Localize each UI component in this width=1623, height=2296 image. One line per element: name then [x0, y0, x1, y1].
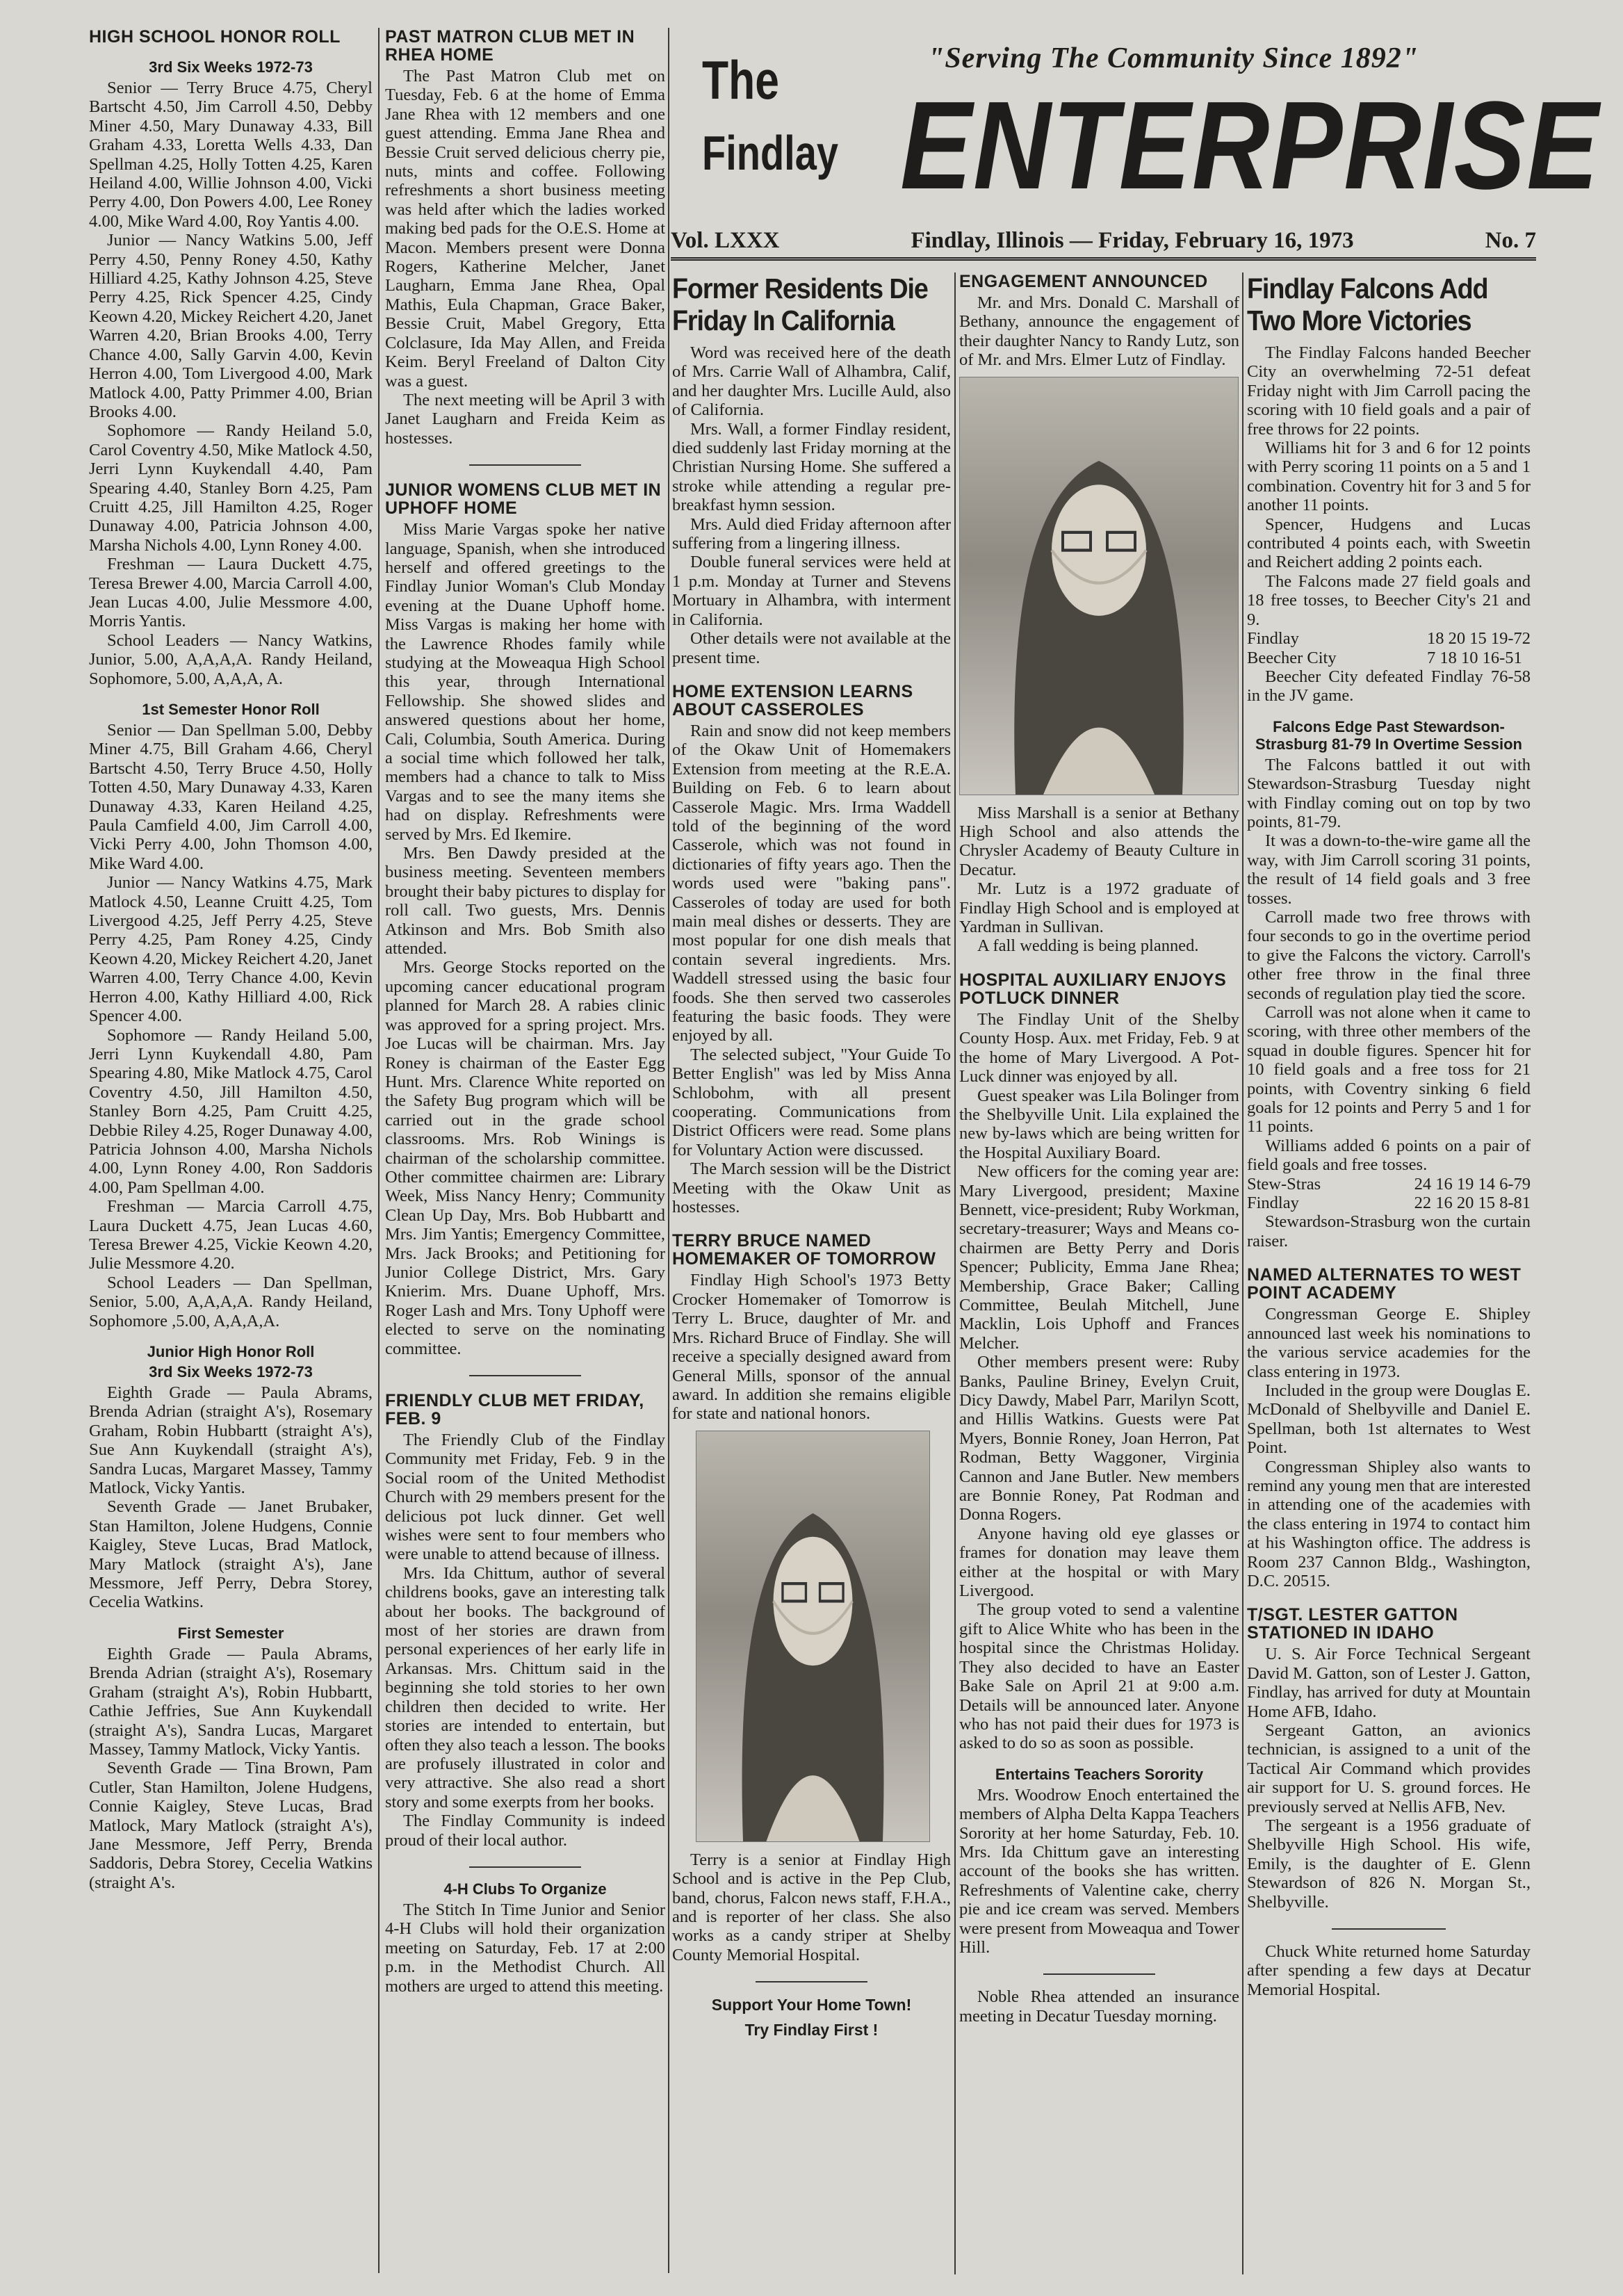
article-paragraph: Eighth Grade — Paula Abrams, Brenda Adrian (straight A's), Rosemary Graham (straight A's), Robin Hubbartt, Cathie Jeffries, Sue Ann Kuykendall (straight A's), Sandra Lucas, Margaret Massey, Tammy Matlock, Vicky Yantis.	[89, 1644, 373, 1759]
column-divider	[378, 28, 380, 2273]
article-paragraph: Seventh Grade — Tina Brown, Pam Cutler, Stan Hamilton, Jolene Hudgens, Connie Kaigley, Steve Lucas, Brad Matlock, Mary Matlock (straight A's), Jane Messmore, Jeff Perry, Brenda Saddoris, Debra Storey, Cecelia Watkins (straight A's.	[89, 1759, 373, 1892]
article-paragraph: Other members present were: Ruby Banks, Pauline Briney, Evelyn Cruit, Dicy Dawdy, Mabel Parr, Marilyn Scott, and Hillis Watkins. Guests were Pat Myers, Bonnie Roney, Joan Herron, Pat Rodman, Betty Waggoner, Virginia Cannon and Jane Butler. New members are Bonnie Roney, Pat Rodman and Donna Rogers.	[959, 1353, 1239, 1524]
article-paragraph: Mrs. George Stocks reported on the upcoming cancer educational program planned for March 28. A rabies clinic was approved for a spring project. Mrs. Joe Lucas will be chairman. Mrs. Jay Roney is chairman of the Easter Egg Hunt. Mrs. Clarence White reported on the Safety Bug program which will be carried out in the grade school classrooms. Mrs. Rob Winings is chairman of the scholarship committee. Other committee chairmen are: Library Week, Miss Nancy Henry; Community Clean Up Day, Mrs. Bob Hubbartt and Mrs. Jim Yantis; Emergency Committee, Mrs. Jack Brooks; and Petitioning for Junior College District, Mrs. Gary Knierim. Mrs. Duane Uphoff, Mrs. Roger Lash and Mrs. Tony Uphoff were elected to serve on the nominating committee.	[385, 958, 665, 1358]
article-headline: Former Residents Die Friday In California	[672, 272, 928, 336]
article-paragraph: Stewardson-Strasburg won the curtain raiser.	[1247, 1212, 1531, 1251]
quarter-scores: 24 16 19 14 6-79	[1414, 1174, 1531, 1194]
article-paragraph: Findlay High School's 1973 Betty Crocker Homemaker of Tomorrow is Terry L. Bruce, daughter of Mr. and Mrs. Richard Bruce of Findlay. She will receive a specially designed award from General Mills, sponsor of the annual award. In addition she remains eligible for state and national honors.	[672, 1271, 951, 1424]
team-name: Stew-Stras	[1247, 1174, 1321, 1194]
article-headline: PAST MATRON CLUB MET IN RHEA HOME	[385, 27, 635, 65]
article-paragraph: The group voted to send a valentine gift to Alice White who has been in the hospital since the Christmas Holiday. They also decided to have an Easter Bake Sale on April 21 at 9:00 a.m. Details will be announced later. Anyone who has not paid their dues for 1973 is asked to do so as soon as possible.	[959, 1600, 1239, 1753]
article-paragraph: Included in the group were Douglas E. McDonald of Shelbyville and Daniel E. Spellman, both 1st alternates to West Point.	[1247, 1381, 1531, 1458]
column-1	[89, 28, 373, 1892]
article-paragraph: Double funeral services were held at 1 p.m. Monday at Turner and Stevens Mortuary in Alhambra, with interment in California.	[672, 553, 951, 629]
article-paragraph: The sergeant is a 1956 graduate of Shelbyville High School. His wife, Emily, is the daughter of E. Glenn Stewardson of 826 N. Morgan St., Shelbyville.	[1247, 1816, 1531, 1912]
promo-text: Support Your Home Town!	[711, 1996, 912, 2014]
article-headline: HOSPITAL AUXILIARY ENJOYS POTLUCK DINNER	[959, 970, 1227, 1008]
article-paragraph: Chuck White returned home Saturday after spending a few days at Decatur Memorial Hospital.	[1247, 1942, 1531, 1999]
quarter-scores: 18 20 15 19-72	[1426, 629, 1531, 649]
article-paragraph: Congressman Shipley also wants to remind any young men that are interested in attending one of the academies with the class entering in 1974 to contact him at his Washington office. The address is Room 237 Cannon Bldg., Washington, D.C. 20515.	[1247, 1457, 1531, 1590]
article-paragraph: Rain and snow did not keep members of the Okaw Unit of Homemakers Extension from meeting at the R.E.A. Building on Feb. 6 to learn about Casserole Magic. Mrs. Irma Waddell told of the beginning of the word Casserole, which was not found in dictionaries of fifty years ago. Then the words used were "baking pans". Casseroles of today are used for both main meal dishes or desserts. They are most popular for one dish meals that contain several ingredients. Mrs. Waddell stressed using the basic four foods. She then served two casseroles featuring the basic foods. They were enjoyed by all.	[672, 721, 951, 1045]
article-headline: JUNIOR WOMENS CLUB MET IN UPHOFF HOME	[385, 480, 662, 519]
article-paragraph: The Falcons made 27 field goals and 18 free tosses, to Beecher City's 21 and 9.	[1247, 571, 1531, 629]
article-paragraph: U. S. Air Force Technical Sergeant David M. Gatton, son of Lester J. Gatton, Findlay, has arrived for duty at Mountain Home AFB, Idaho.	[1247, 1645, 1531, 1721]
issue-number: No. 7	[1485, 227, 1536, 253]
article-paragraph: The Stitch In Time Junior and Senior 4-H Clubs will hold their organization meeting on Saturday, Feb. 17 at 2:00 p.m. in the Methodist Church. All mothers are urged to attend this meeting.	[385, 1900, 665, 1996]
article-paragraph: The selected subject, "Your Guide To Better English" was led by Miss Anna Schlobohm, with all present cooperating. Communications from District Officers were read. Some plans for Voluntary Action were discussed.	[672, 1045, 951, 1159]
column-3	[672, 272, 951, 2039]
column-divider	[954, 272, 956, 2274]
score-table	[1247, 629, 1531, 667]
article-headline: FRIENDLY CLUB MET FRIDAY, FEB. 9	[385, 1391, 644, 1428]
article-paragraph: Other details were not available at the present time.	[672, 629, 951, 667]
score-table	[1247, 1175, 1531, 1213]
terry-bruce-photo	[696, 1431, 930, 1842]
article-paragraph: The Past Matron Club met on Tuesday, Feb. 6 at the home of Emma Jane Rhea with 12 members and one guest attending. Emma Jane Rhea and Bessie Cruit served delicious cherry pie, nuts, mints and coffee. Following refreshments a short business meeting was held after which the ladies worked making bed pads for the O.E.S. Home at Macon. Members present were Donna Rogers, Katherine Melcher, Janet Laugharn, Emma Jane Rhea, Opal Mathis, Eula Chapman, Grace Baker, Bessie Cruit, Mabel Gregory, Etta Colclasure, Ida May Allen, and Freida Keim. Beryl Freeland of Dalton City was a guest.	[385, 67, 665, 391]
nancy-marshall-photo	[959, 377, 1239, 795]
article-subhead: 1st Semester Honor Roll	[142, 701, 320, 718]
article-paragraph: Miss Marshall is a senior at Bethany High School and also attends the Chrysler Academy of Beauty Culture in Decatur.	[959, 803, 1239, 879]
divider	[1332, 1928, 1445, 1930]
article-paragraph: The Friendly Club of the Findlay Community met Friday, Feb. 9 in the Social room of the United Methodist Church with 29 members present for the delicious pot luck dinner. Get well wishes were sent to four members who were unable to attend because of illness.	[385, 1431, 665, 1564]
column-5	[1247, 272, 1531, 1999]
article-subhead: 3rd Six Weeks 1972-73	[149, 58, 313, 76]
article-paragraph: Anyone having old eye glasses or frames for donation may leave them either at the hospital or with Mary Livergood.	[959, 1524, 1239, 1601]
article-headline: HOME EXTENSION LEARNS ABOUT CASSEROLES	[672, 681, 913, 719]
article-paragraph: Freshman — Laura Duckett 4.75, Teresa Brewer 4.00, Marcia Carroll 4.00, Jean Lucas 4.00, Julie Messmore 4.00, Morris Yantis.	[89, 555, 373, 631]
article-paragraph: School Leaders — Dan Spellman, Senior, 5.00, A,A,A,A. Randy Heiland, Sophomore ,5.00, A,A,A,A.	[89, 1273, 373, 1330]
article-paragraph: A fall wedding is being planned.	[977, 936, 1199, 956]
volume: Vol. LXXX	[671, 227, 780, 253]
article-paragraph: Sergeant Gatton, an avionics technician, is assigned to a unit of the Tactical Air Command which provides air support for U. S. ground forces. He previously served at Nellis AFB, Nev.	[1247, 1721, 1531, 1816]
article-headline: ENGAGEMENT ANNOUNCED	[959, 272, 1208, 291]
article-paragraph: Sophomore — Randy Heiland 5.00, Jerri Lynn Kuykendall 4.80, Pam Spearing 4.80, Mike Matlock 4.75, Carol Coventry 4.50, Jill Hamilton 4.50, Stanley Born 4.25, Pam Cruitt 4.25, Debbie Riley 4.25, Roger Dunaway 4.00, Patricia Johnson 4.00, Marsha Nichols 4.00, Lynn Roney 4.00, Ron Saddoris 4.00, Pam Spellman 4.00.	[89, 1025, 373, 1197]
team-name: Beecher City	[1247, 648, 1337, 667]
team-name: Findlay	[1247, 629, 1299, 649]
article-paragraph: Williams added 6 points on a pair of field goals and free tosses.	[1247, 1136, 1531, 1175]
column-4	[959, 272, 1239, 2026]
article-paragraph: Mrs. Woodrow Enoch entertained the members of Alpha Delta Kappa Teachers Sorority at her home Saturday, Feb. 10. Mrs. Ida Chittum gave an interesting account of the books she has written. Refreshments of Valentine cake, cherry pie and ice cream was served. Members were present from Moweaqua and Tower Hill.	[959, 1785, 1239, 1957]
column-divider	[668, 28, 669, 2273]
article-paragraph: Terry is a senior at Findlay High School and is active in the Pep Club, band, chorus, Falcon news staff, F.H.A., and is reporter of her class. She also works as a candy striper at Shelby County Memorial Hospital.	[672, 1850, 951, 1964]
article-paragraph: Mrs. Ida Chittum, author of several childrens books, gave an interesting talk about her books. The background of most of her stories are drawn from personal experiences of her early life in Arkansas. Mrs. Chittum said in the beginning she told stories to her own children then decided to write. Her stories are intended to entertain, but often they also teach a lesson. The books are profusely illustrated in color and very attractive. She also read a short story and some exerpts from her books.	[385, 1563, 665, 1811]
article-headline: T/SGT. LESTER GATTON STATIONED IN IDAHO	[1247, 1605, 1458, 1643]
masthead-the: The	[702, 49, 779, 111]
article-paragraph: School Leaders — Nancy Watkins, Junior, 5.00, A,A,A,A. Randy Heiland, Sophomore, 5.00, A,A,A, A.	[89, 630, 373, 688]
article-paragraph: Noble Rhea attended an insurance meeting in Decatur Tuesday morning.	[959, 1987, 1239, 2026]
article-paragraph: Eighth Grade — Paula Abrams, Brenda Adrian (straight A's), Rosemary Graham, Robin Hubbartt (straight A's), Sue Ann Kuykendall (straight A's), Sandra Lucas, Margaret Massey, Tammy Matlock, Vicky Yantis.	[89, 1383, 373, 1498]
article-subhead: Junior High Honor Roll	[147, 1343, 315, 1360]
masthead-findlay: Findlay	[702, 126, 839, 180]
article-paragraph: The next meeting will be April 3 with Janet Laugharn and Freida Keim as hostesses.	[385, 390, 665, 448]
quarter-scores: 22 16 20 15 8-81	[1414, 1194, 1531, 1213]
column-divider	[1242, 272, 1243, 2274]
article-paragraph: Mrs. Ben Dawdy presided at the business meeting. Seventeen members brought their baby pictures to display for roll call. Two guests, Mrs. Dennis Atkinson and Mrs. Bob Smith also attended.	[385, 844, 665, 959]
quarter-scores: 7 18 10 16-51	[1426, 648, 1522, 667]
article-paragraph: The Findlay Community is indeed proud of their local author.	[385, 1811, 665, 1850]
column-2	[385, 28, 665, 1996]
article-subhead: 3rd Six Weeks 1972-73	[149, 1363, 313, 1381]
article-paragraph: Spencer, Hudgens and Lucas contributed 4 points each, with Sweetin and Reichert adding 2 points each.	[1247, 514, 1531, 572]
masthead	[671, 14, 1600, 222]
article-paragraph: Congressman George E. Shipley announced last week his nominations to the various service academies for the class entering in 1973.	[1247, 1305, 1531, 1381]
article-paragraph: Freshman — Marcia Carroll 4.75, Laura Duckett 4.75, Jean Lucas 4.60, Teresa Brewer 4.25, Vickie Keown 4.20, Julie Messmore 4.20.	[89, 1197, 373, 1273]
article-headline: TERRY BRUCE NAMED HOMEMAKER OF TOMORROW	[672, 1231, 936, 1269]
article-paragraph: It was a down-to-the-wire game all the way, with Jim Carroll scoring 31 points, the result of 14 field goals and 3 free tosses.	[1247, 831, 1531, 908]
divider	[756, 1981, 867, 1982]
article-paragraph: Mrs. Auld died Friday afternoon after suffering from a lingering illness.	[672, 514, 951, 553]
article-paragraph: Carroll was not alone when it came to scoring, with three other members of the squad in double figures. Spencer hit for 10 field goals and a free toss for 21 points, with Coventry sinking 6 field goals for 12 points and Perry 5 and 1 for 11 points.	[1247, 1003, 1531, 1137]
article-paragraph: Guest speaker was Lila Bolinger from the Shelbyville Unit. Lila explained the new by-laws which are being written for the Hospital Auxiliary Board.	[959, 1086, 1239, 1162]
divider	[1043, 1973, 1155, 1975]
article-subhead: 4-H Clubs To Organize	[443, 1880, 607, 1898]
article-paragraph: Miss Marie Vargas spoke her native language, Spanish, when she introduced herself and offered greetings to the Findlay Junior Woman's Club Monday evening at the Duane Uphoff home. Miss Vargas is making her home with the Lawrence Rhodes family while studying at the Moweaqua High School this year, through International Fellowship. She showed slides and answered questions about her home, Cali, Columbia, South America. During a social time which followed her talk, members had a chance to talk to Miss Vargas and to see the many items she had on display. Refreshments were served by Mrs. Ed Ikemire.	[385, 520, 665, 844]
article-paragraph: Beecher City defeated Findlay 76-58 in the JV game.	[1247, 667, 1531, 706]
article-paragraph: Word was received here of the death of Mrs. Carrie Wall of Alhambra, Calif, and her daughter Mrs. Lucille Auld, also of California.	[672, 343, 951, 420]
article-paragraph: Sophomore — Randy Heiland 5.0, Carol Coventry 4.50, Mike Matlock 4.50, Jerri Lynn Kuykendall 4.40, Pam Spearing 4.40, Stanley Born 4.25, Pam Cruitt 4.25, Jill Hamilton 4.25, Roger Dunaway 4.00, Patricia Johnson 4.00, Marsha Nichols 4.00, Lynn Roney 4.00.	[89, 421, 373, 555]
dateline	[671, 224, 1536, 261]
article-paragraph: Junior — Nancy Watkins 5.00, Jeff Perry 4.50, Penny Roney 4.50, Kathy Hilliard 4.25, Kathy Johnson 4.25, Steve Perry 4.25, Rick Spencer 4.25, Cindy Keown 4.20, Mickey Reichert 4.20, Janet Warren 4.20, Brian Brooks 4.00, Terry Chance 4.00, Sally Garvin 4.00, Kevin Herron 4.00, Tom Livergood 4.00, Mark Matlock 4.00, Patty Primmer 4.00, Brian Brooks 4.00.	[89, 231, 373, 421]
promo-text: Try Findlay First !	[744, 2021, 879, 2039]
divider	[469, 1866, 581, 1868]
article-paragraph: Mr. and Mrs. Donald C. Marshall of Bethany, announce the engagement of their daughter Nancy to Randy Lutz, son of Mr. and Mrs. Elmer Lutz of Findlay.	[959, 293, 1239, 370]
masthead-slogan: "Serving The Community Since 1892"	[928, 42, 1419, 74]
article-paragraph: Senior — Dan Spellman 5.00, Debby Miner 4.75, Bill Graham 4.66, Cheryl Bartscht 4.50, Terry Bruce 4.50, Holly Totten 4.50, Mary Dunaway 4.33, Karen Dunaway 4.33, Karen Heiland 4.25, Paula Camfield 4.00, Jim Carroll 4.00, Vicki Perry 4.00, John Thomson 4.00, Mike Ward 4.00.	[89, 721, 373, 873]
article-paragraph: Mrs. Wall, a former Findlay resident, died suddenly last Friday morning at the Christian Nursing Home. She suffered a stroke while attending a regular pre-breakfast hymn session.	[672, 419, 951, 515]
divider	[469, 1375, 581, 1376]
issue-date: Findlay, Illinois — Friday, February 16, 1973	[911, 227, 1354, 253]
article-paragraph: Junior — Nancy Watkins 4.75, Mark Matlock 4.50, Leanne Cruitt 4.25, Tom Livergood 4.25, Jeff Perry 4.25, Steve Perry 4.25, Pam Roney 4.25, Cindy Keown 4.20, Mickey Reichert 4.20, Janet Warren 4.00, Terry Chance 4.00, Kevin Herron 4.00, Kathy Hilliard 4.00, Rick Spencer 4.00.	[89, 873, 373, 1026]
article-paragraph: Seventh Grade — Janet Brubaker, Stan Hamilton, Jolene Hudgens, Connie Kaigley, Steve Lucas, Brad Matlock, Mary Matlock (straight A's), Jane Messmore, Jeff Perry, Debra Storey, Cecelia Watkins.	[89, 1497, 373, 1612]
team-name: Findlay	[1247, 1194, 1299, 1213]
article-paragraph: The March session will be the District Meeting with the Okaw Unit as hostesses.	[672, 1159, 951, 1217]
article-headline: HIGH SCHOOL HONOR ROLL	[89, 27, 341, 47]
article-paragraph: The Findlay Falcons handed Beecher City an overwhelming 72-51 defeat Friday night with Jim Carroll pacing the scoring with 10 field goals and a pair of free throws for 22 points.	[1247, 343, 1531, 439]
article-headline: NAMED ALTERNATES TO WEST POINT ACADEMY	[1247, 1265, 1522, 1303]
article-paragraph: New officers for the coming year are: Mary Livergood, president; Maxine Bennett, vice-president; Ruby Workman, secretary-treasurer; Ways and Means co-chairmen are Betty Perry and Doris Spencer; Publicity, Emma Jane Rhea; Membership, Grace Baker; Calling Committee, Beulah Mitchell, June Macklin, Lois Uphoff and Frances Melcher.	[959, 1162, 1239, 1353]
article-paragraph: The Findlay Unit of the Shelby County Hosp. Aux. met Friday, Feb. 9 at the home of Mary Livergood. A Pot-Luck dinner was enjoyed by all.	[959, 1009, 1239, 1086]
article-paragraph: Carroll made two free throws with four seconds to go in the overtime period to give the Falcons the victory. Carroll's other free throw in the final three seconds of regulation play tied the score.	[1247, 907, 1531, 1003]
article-paragraph: Mr. Lutz is a 1972 graduate of Findlay High School and is employed at Yardman in Sullivan.	[959, 879, 1239, 937]
masthead-title: ENTERPRISE	[900, 76, 1600, 215]
article-paragraph: Senior — Terry Bruce 4.75, Cheryl Bartscht 4.50, Jim Carroll 4.50, Debby Miner 4.50, Mary Dunaway 4.33, Bill Graham 4.33, Loretta Wells 4.33, Dan Spellman 4.25, Holly Totten 4.25, Karen Heiland 4.00, Willie Johnson 4.00, Vicki Perry 4.00, Don Powers 4.00, Lee Roney 4.00, Mike Ward 4.00, Roy Yantis 4.00.	[89, 79, 373, 231]
article-headline: Findlay Falcons Add Two More Victories	[1247, 272, 1488, 336]
divider	[469, 464, 581, 466]
article-paragraph: The Falcons battled it out with Stewardson-Strasburg Tuesday night with Findlay coming out on top by two points, 81-79.	[1247, 755, 1531, 831]
article-subhead: Entertains Teachers Sorority	[995, 1765, 1204, 1783]
article-subhead: Falcons Edge Past Stewardson-Strasburg 81-79 In Overtime Session	[1255, 717, 1522, 753]
article-paragraph: Williams hit for 3 and 6 for 12 points with Perry scoring 11 points on a 5 and 1 combination. Coventry hit for 3 and 5 for another 11 points.	[1247, 439, 1531, 515]
article-subhead: First Semester	[177, 1624, 284, 1642]
